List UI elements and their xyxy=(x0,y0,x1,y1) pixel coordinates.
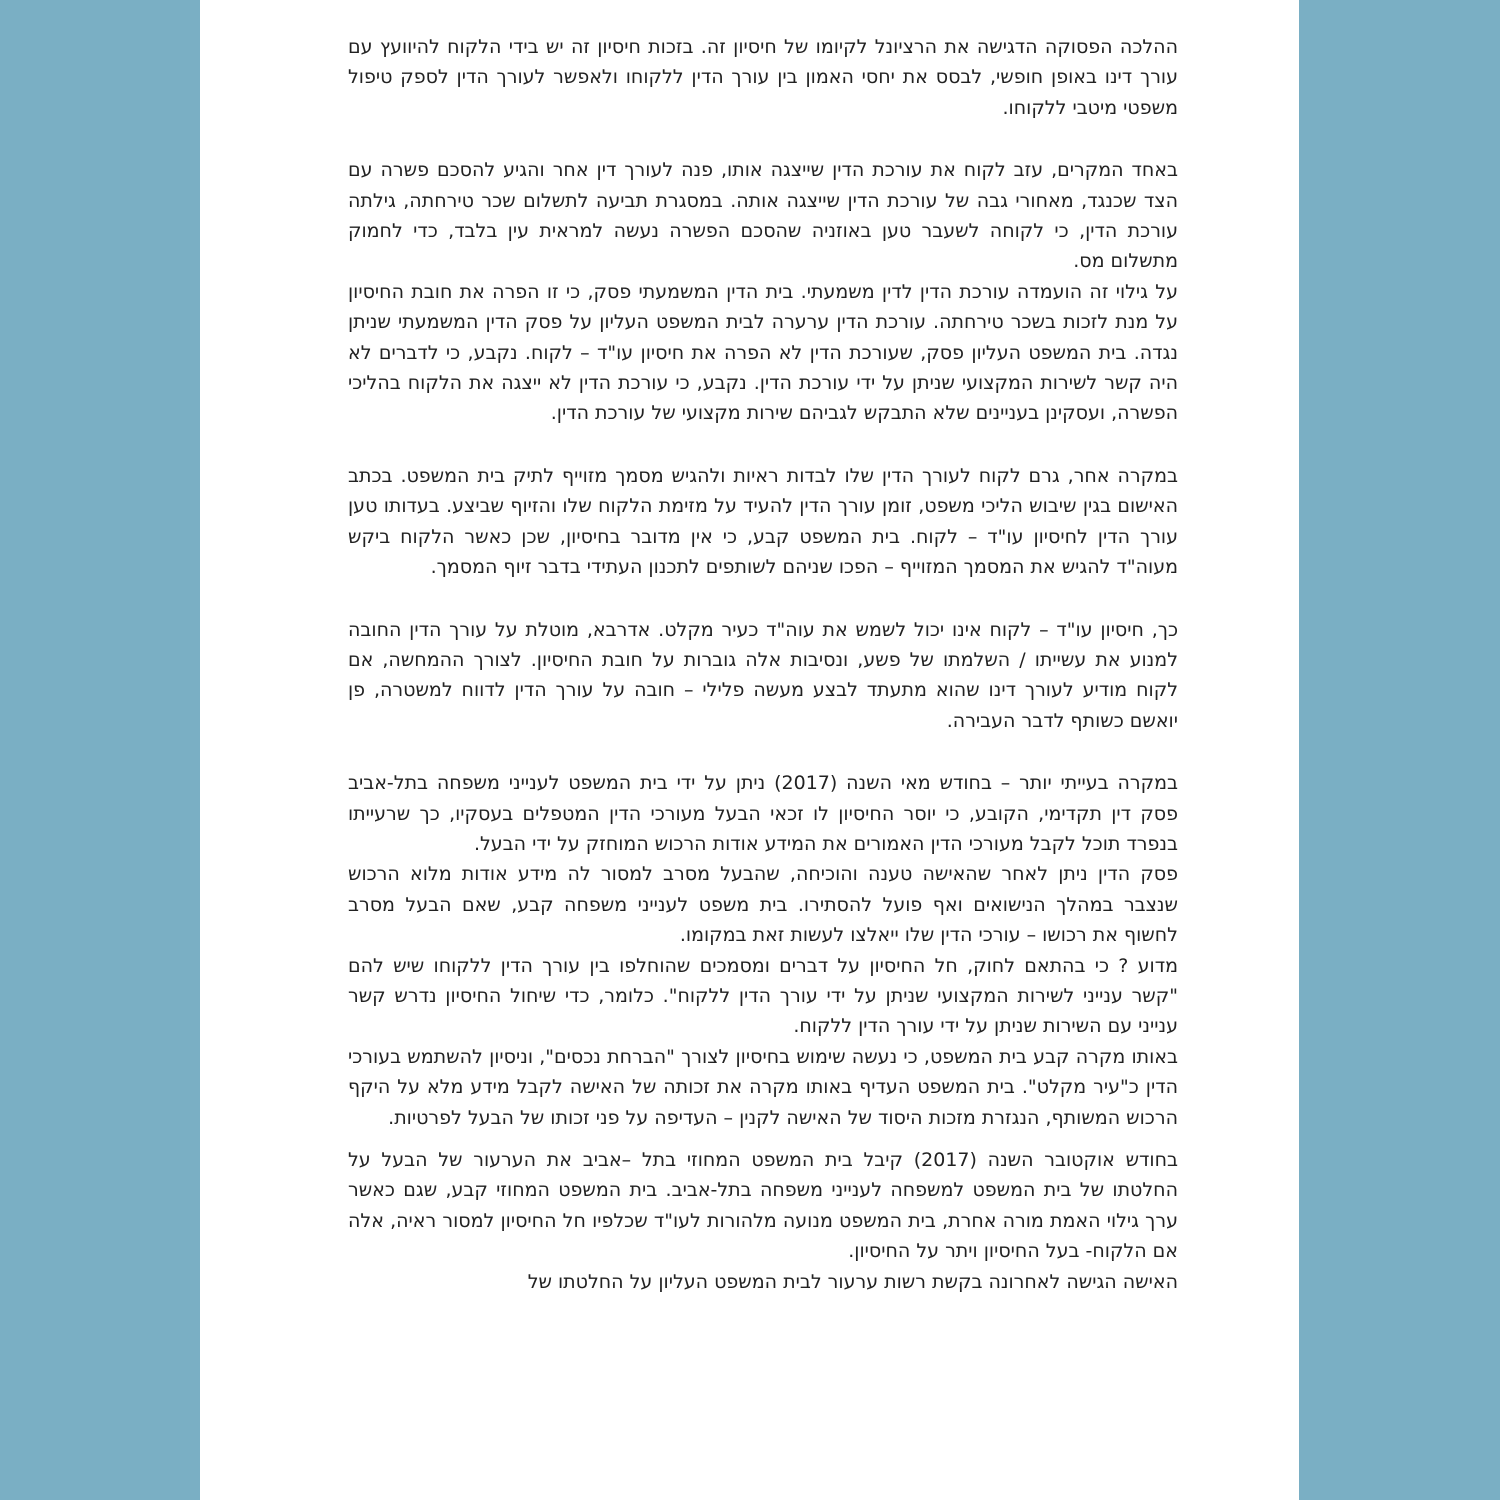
paragraph-ruling-background: פסק הדין ניתן לאחר שהאישה טענה והוכיחה, שהבעל מסרב למסור לה מידע אודות מלוא הרכוש שנצבר במהלך הנישואים ואף פועל להסתירו. בית משפט לענייני משפחה קבע, שאם הבעל מסרב לחשוף את רכושו – עורכי הדין שלו ייאלצו לעשות זאת במקומו. xyxy=(348,863,1178,947)
paragraph-why: מדוע ? כי בהתאם לחוק, חל החיסיון על דברים ומסמכים שהוחלפו בין עורך הדין ללקוחו שיש להם "קשר ענייני לשירות המקצועי שניתן על ידי עורך הדין ללקוח". כלומר, כדי שיחול החיסיון נדרש קשר ענייני עם השירות שניתן על ידי עורך הדין ללקוח. xyxy=(348,954,1178,1038)
paragraph-case-settlement: באחד המקרים, עזב לקוח את עורכת הדין שייצגה אותו, פנה לעורך דין אחר והגיע להסכם פשרה עם הצד שכנגד, מאחורי גבה של עורכת הדין שייצגה אותה. במסגרת תביעה לתשלום שכר טירחתה, גילתה עורכת הדין, כי לקוחה לשעבר טען באוזניה שהסכם הפשרה נעשה למראית עין בלבד, כדי לחמוק מתשלום מס. xyxy=(348,159,1178,273)
paragraph-no-refuge: כך, חיסיון עו"ד – לקוח אינו יכול לשמש את עוה"ד כעיר מקלט. אדרבא, מוטלת על עורך הדין החובה למנוע את עשייתו / השלמתו של פשע, ונסיבות אלה גוברות על חובת החיסיון. לצורך ההמחשה, אם לקוח מודיע לעורך דינו שהוא מתעתד לבצע מעשה פלילי – חובה על עורך הדין לדווח למשטרה, פן יואשם כשותף לדבר העבירה. xyxy=(348,618,1178,732)
paragraph-family-court-ruling: במקרה בעייתי יותר – בחודש מאי השנה (2017) ניתן על ידי בית המשפט לענייני משפחה בתל-אביב פסק דין תקדימי, הקובע, כי יוסר החיסיון לו זכאי הבעל מעורכי הדין המטפלים בעסקיו, כך שרעייתו בנפרד תוכל לקבל מעורכי הדין האמורים את המידע אודות הרכוש המוחזק על ידי הבעל. xyxy=(348,772,1178,855)
document-body xyxy=(348,32,1178,1297)
paragraph-district-court-appeal: בחודש אוקטובר השנה (2017) קיבל בית המשפט המחוזי בתל –אביב את הערעור של הבעל על החלטתו של בית המשפט למשפחה לענייני משפחה בתל-אביב. בית המשפט המחוזי קבע, שגם כאשר ערך גילוי האמת מורה אחרת, בית המשפט מנועה מלהורות לעו"ד שכלפיו חל החיסיון למסור ראיה, אלה אם הלקוח- בעל החיסיון ויתר על החיסיון. xyxy=(348,1149,1178,1263)
paragraph-disciplinary-ruling: על גילוי זה הועמדה עורכת הדין לדין משמעתי. בית הדין המשמעתי פסק, כי זו הפרה את חובת החיסיון על מנת לזכות בשכר טירחתה. עורכת הדין ערערה לבית המשפט העליון על פסק הדין המשמעתי שניתן נגדה. בית המשפט העליון פסק, שעורכת הדין לא הפרה את חיסיון עו"ד – לקוח. נקבע, כי לדברים לא היה קשר לשירות המקצועי שניתן על ידי עורכת הדין. נקבע, כי עורכת הדין לא ייצגה את הלקוח בהליכי הפשרה, ועסקינן בעניינים שלא התבקש לגביהם שירות מקצועי של עורכת הדין. xyxy=(348,280,1178,425)
paragraph-supreme-court-request: האישה הגישה לאחרונה בקשת רשות ערעור לבית המשפט העליון על החלטתו של xyxy=(527,1270,1178,1293)
paragraph-asset-hiding: באותו מקרה קבע בית המשפט, כי נעשה שימוש בחיסיון לצורך "הברחת נכסים", וניסיון להשתמש בעורכי הדין כ"עיר מקלט". בית המשפט העדיף באותו מקרה את זכותה של האישה לקבל מידע מלא על היקף הרכוש המשותף, הנגזרת מזכות היסוד של האישה לקנין – העדיפה על פני זכותו של הבעל לפרטיות. xyxy=(348,1045,1178,1129)
paragraph-forged-document-case: במקרה אחר, גרם לקוח לעורך הדין שלו לבדות ראיות ולהגיש מסמך מזוייף לתיק בית המשפט. בכתב האישום בגין שיבוש הליכי משפט, זומן עורך הדין להעיד על מזימת הלקוח שלו והזיוף שביצע. בעדותו טען עורך הדין לחיסיון עו"ד – לקוח. בית המשפט קבע, כי אין מדובר בחיסיון, שכן כאשר הלקוח ביקש מעוה"ד להגיש את המסמך המזוייף – הפכו שניהם לשותפים לתכנון העתידי בדבר זיוף המסמך. xyxy=(348,464,1178,579)
paragraph-privilege-rationale: ההלכה הפסוקה הדגישה את הרציונל לקיומו של חיסיון זה. בזכות חיסיון זה יש בידי הלקוח להיוועץ עם עורך דינו באופן חופשי, לבסס את יחסי האמון בין עורך הדין ללקוחו ולאפשר לעורך הדין לספק טיפול משפטי מיטבי ללקוחו. xyxy=(348,36,1178,119)
document-page xyxy=(200,0,1299,1500)
